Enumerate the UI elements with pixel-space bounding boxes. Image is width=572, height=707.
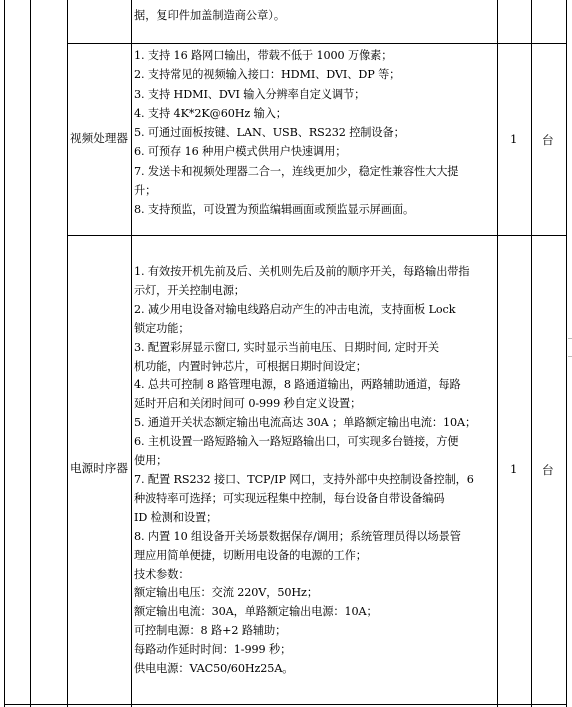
spec-line: 8. 支持预监，可设置为预监编辑画面或预监显示屏画面。 [134,203,415,217]
spec-line: 8. 内置 10 组设备开关场景数据保存/调用；系统管理员得以场景管 [134,529,461,543]
margin-mark [568,356,572,357]
spec-line: 6. 可预存 16 种用户模式供用户快速调用； [134,145,347,159]
row-border [67,43,567,44]
spec-line: 3. 支持 HDMI、DVI 输入分辨率自定义调节； [134,87,366,101]
item-unit: 台 [542,463,554,477]
spec-line: 2. 支持常见的视频输入接口：HDMI、DVI、DP 等； [134,68,401,82]
spec-line: 7. 配置 RS232 接口、TCP/IP 网口，支持外部中央控制设备控制，6 [134,472,474,486]
spec-line: ID 检测和设置； [134,510,218,524]
spec-line: 供电电源：VAC50/60Hz25A。 [134,662,294,676]
spec-line: 锁定功能； [134,321,190,335]
spec-line: 机功能，内置时钟芯片，可根据日期时间设定； [134,359,367,373]
spec-line: 技术参数： [134,567,190,581]
spec-line: 理应用简单便捷，切断用电设备的电源的工作； [134,548,367,562]
spec-line: 6. 主机设置一路短路输入一路短路输出口，可实现多台链接，方便 [134,435,459,449]
margin-mark [568,338,572,339]
column-border [4,0,5,707]
spec-line: 4. 总共可控制 8 路管理电源，8 路通道输出，两路辅助通道，每路 [134,378,461,392]
row-border [67,235,567,236]
spec-line: 7. 发送卡和视频处理器二合一，连线更加少，稳定性兼容性大大提 [134,164,459,178]
column-border [131,0,132,707]
continued-text: 据，复印件加盖制造商公章）。 [134,9,286,22]
item-name: 电源时序器 [70,461,128,475]
spec-line: 可控制电源：8 路+2 路辅助； [134,624,287,638]
spec-line: 种波特率可选择；可实现远程集中控制，每台设备自带设备编码 [134,491,445,505]
spec-list [134,263,494,679]
spec-line: 使用； [134,454,168,468]
column-border [566,0,567,707]
spec-line: 3. 配置彩屏显示窗口, 实时显示当前电压、日期时间, 定时开关 [134,340,439,354]
spec-line: 额定输出电流：30A，单路额定输出电源：10A； [134,605,378,619]
spec-line: 额定输出电压：交流 220V，50Hz； [134,586,318,600]
spec-line: 4. 支持 4K*2K@60Hz 输入； [134,106,287,120]
column-border [531,0,532,707]
spec-line: 1. 支持 16 路网口输出，带载不低于 1000 万像素； [134,49,393,62]
column-border [30,0,31,707]
spec-line: 升； [134,184,157,198]
spec-line: 示灯，开关控制电源； [134,283,245,297]
spec-line: 延时开启和关闭时间可 0-999 秒自定义设置； [134,397,362,411]
spec-line: 1. 有效按开机先前及后、关机则先后及前的顺序开关，每路输出带指 [134,265,470,278]
item-name: 视频处理器 [70,131,128,145]
column-border [67,0,68,707]
column-border [497,0,498,707]
spec-line: 2. 减少用电设备对输电线路启动产生的冲击电流，支持面板 Lock [134,302,456,316]
spec-line: 5. 可通过面板按键、LAN、USB、RS232 控制设备； [134,126,405,140]
item-quantity: 1 [510,462,518,476]
spec-list [134,46,494,220]
row-border [4,704,567,705]
spec-line: 每路动作延时时间：1-999 秒； [134,643,292,657]
item-quantity: 1 [510,132,518,146]
spec-line: 5. 通道开关状态额定输出电流高达 30A ；单路额定输出电流：10A； [134,416,477,430]
item-unit: 台 [542,133,554,147]
